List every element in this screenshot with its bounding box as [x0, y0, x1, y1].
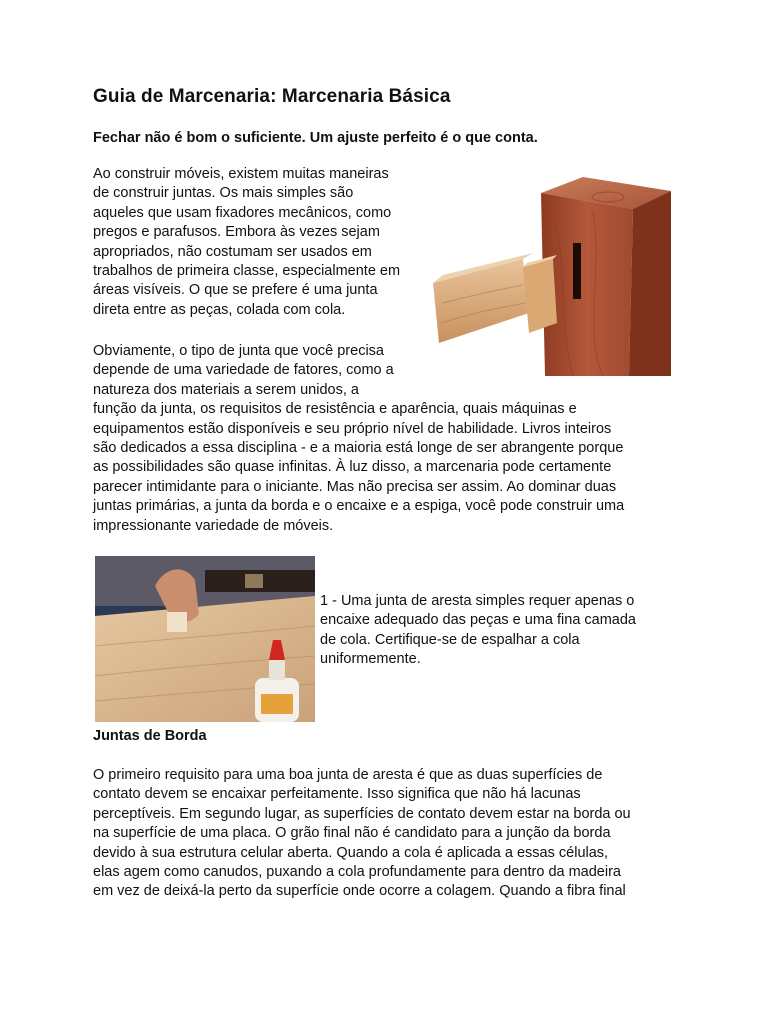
page-title: Guia de Marcenaria: Marcenaria Básica	[93, 86, 451, 107]
text-line: 1 - Uma junta de aresta simples requer apenas o	[320, 593, 635, 609]
text-line: as possibilidades são quase infinitas. À luz disso, a marcenaria pode certamente	[93, 459, 612, 476]
text-line: juntas primárias, a junta da borda e o encaixe e a espiga, você pode construir uma	[93, 498, 625, 515]
text-line: equipamentos estão disponíveis e seu próprio nível de habilidade. Livros inteiros	[93, 420, 612, 437]
text-line: Obviamente, o tipo de junta que você precisa	[93, 343, 384, 359]
text-line: de construir juntas. Os mais simples são	[93, 185, 354, 202]
text-line: perceptíveis. Em segundo lugar, as superfícies de contato devem estar na borda ou	[93, 805, 631, 822]
text-line: elas agem como canudos, puxando a cola profundamente para dentro da madeira	[93, 864, 621, 881]
text-line: em vez de deixá-la perto da superfície onde ocorre a colagem. Quando a fibra final	[93, 883, 626, 900]
text-line: função da junta, os requisitos de resistência e aparência, quais máquinas e	[93, 401, 577, 418]
text-line: pregos e parafusos. Embora às vezes sejam	[93, 224, 380, 241]
text-line: depende de uma variedade de fatores, como a	[93, 362, 394, 379]
figure-caption	[320, 592, 636, 670]
text-line: parecer intimidante para o iniciante. Mas não precisa ser assim. Ao dominar duas	[93, 478, 617, 495]
text-line: encaixe adequado das peças e uma fina camada	[320, 612, 636, 629]
second-paragraph	[93, 342, 624, 536]
subtitle: Fechar não é bom o suficiente. Um ajuste perfeito é o que conta.	[93, 130, 538, 146]
text-line: O primeiro requisito para uma boa junta de aresta é que as duas superfícies de	[93, 767, 603, 783]
text-line: são dedicados a essa disciplina - e a maioria está longe de ser abrangente porque	[93, 440, 624, 457]
text-line: apropriados, não costumam ser usados em	[93, 243, 372, 260]
text-line: impressionante variedade de móveis.	[93, 517, 334, 534]
text-line: devido à sua estrutura celular aberta. Quando a cola é aplicada a essas células,	[93, 844, 609, 861]
text-line: trabalhos de primeira classe, especialmente em	[93, 263, 401, 280]
edge-joint-glue-image	[95, 556, 315, 722]
text-line: aqueles que usam fixadores mecânicos, como	[93, 204, 392, 221]
intro-paragraph	[93, 165, 400, 320]
text-line: contato devem se encaixar perfeitamente. Isso significa que não há lacunas	[93, 786, 581, 803]
section-paragraph	[93, 766, 631, 902]
text-line: uniformemente.	[320, 651, 421, 668]
text-line: direta entre as peças, colada com cola.	[93, 301, 346, 318]
text-line: Ao construir móveis, existem muitas maneiras	[93, 166, 389, 182]
text-line: natureza dos materiais a serem unidos, a	[93, 381, 359, 398]
text-line: na superfície de uma placa. O grão final não é candidato para a junção da borda	[93, 825, 611, 842]
text-line: áreas visíveis. O que se prefere é uma junta	[93, 282, 378, 299]
text-line: de cola. Certifique-se de espalhar a cola	[320, 631, 580, 648]
section-heading: Juntas de Borda	[93, 728, 207, 744]
